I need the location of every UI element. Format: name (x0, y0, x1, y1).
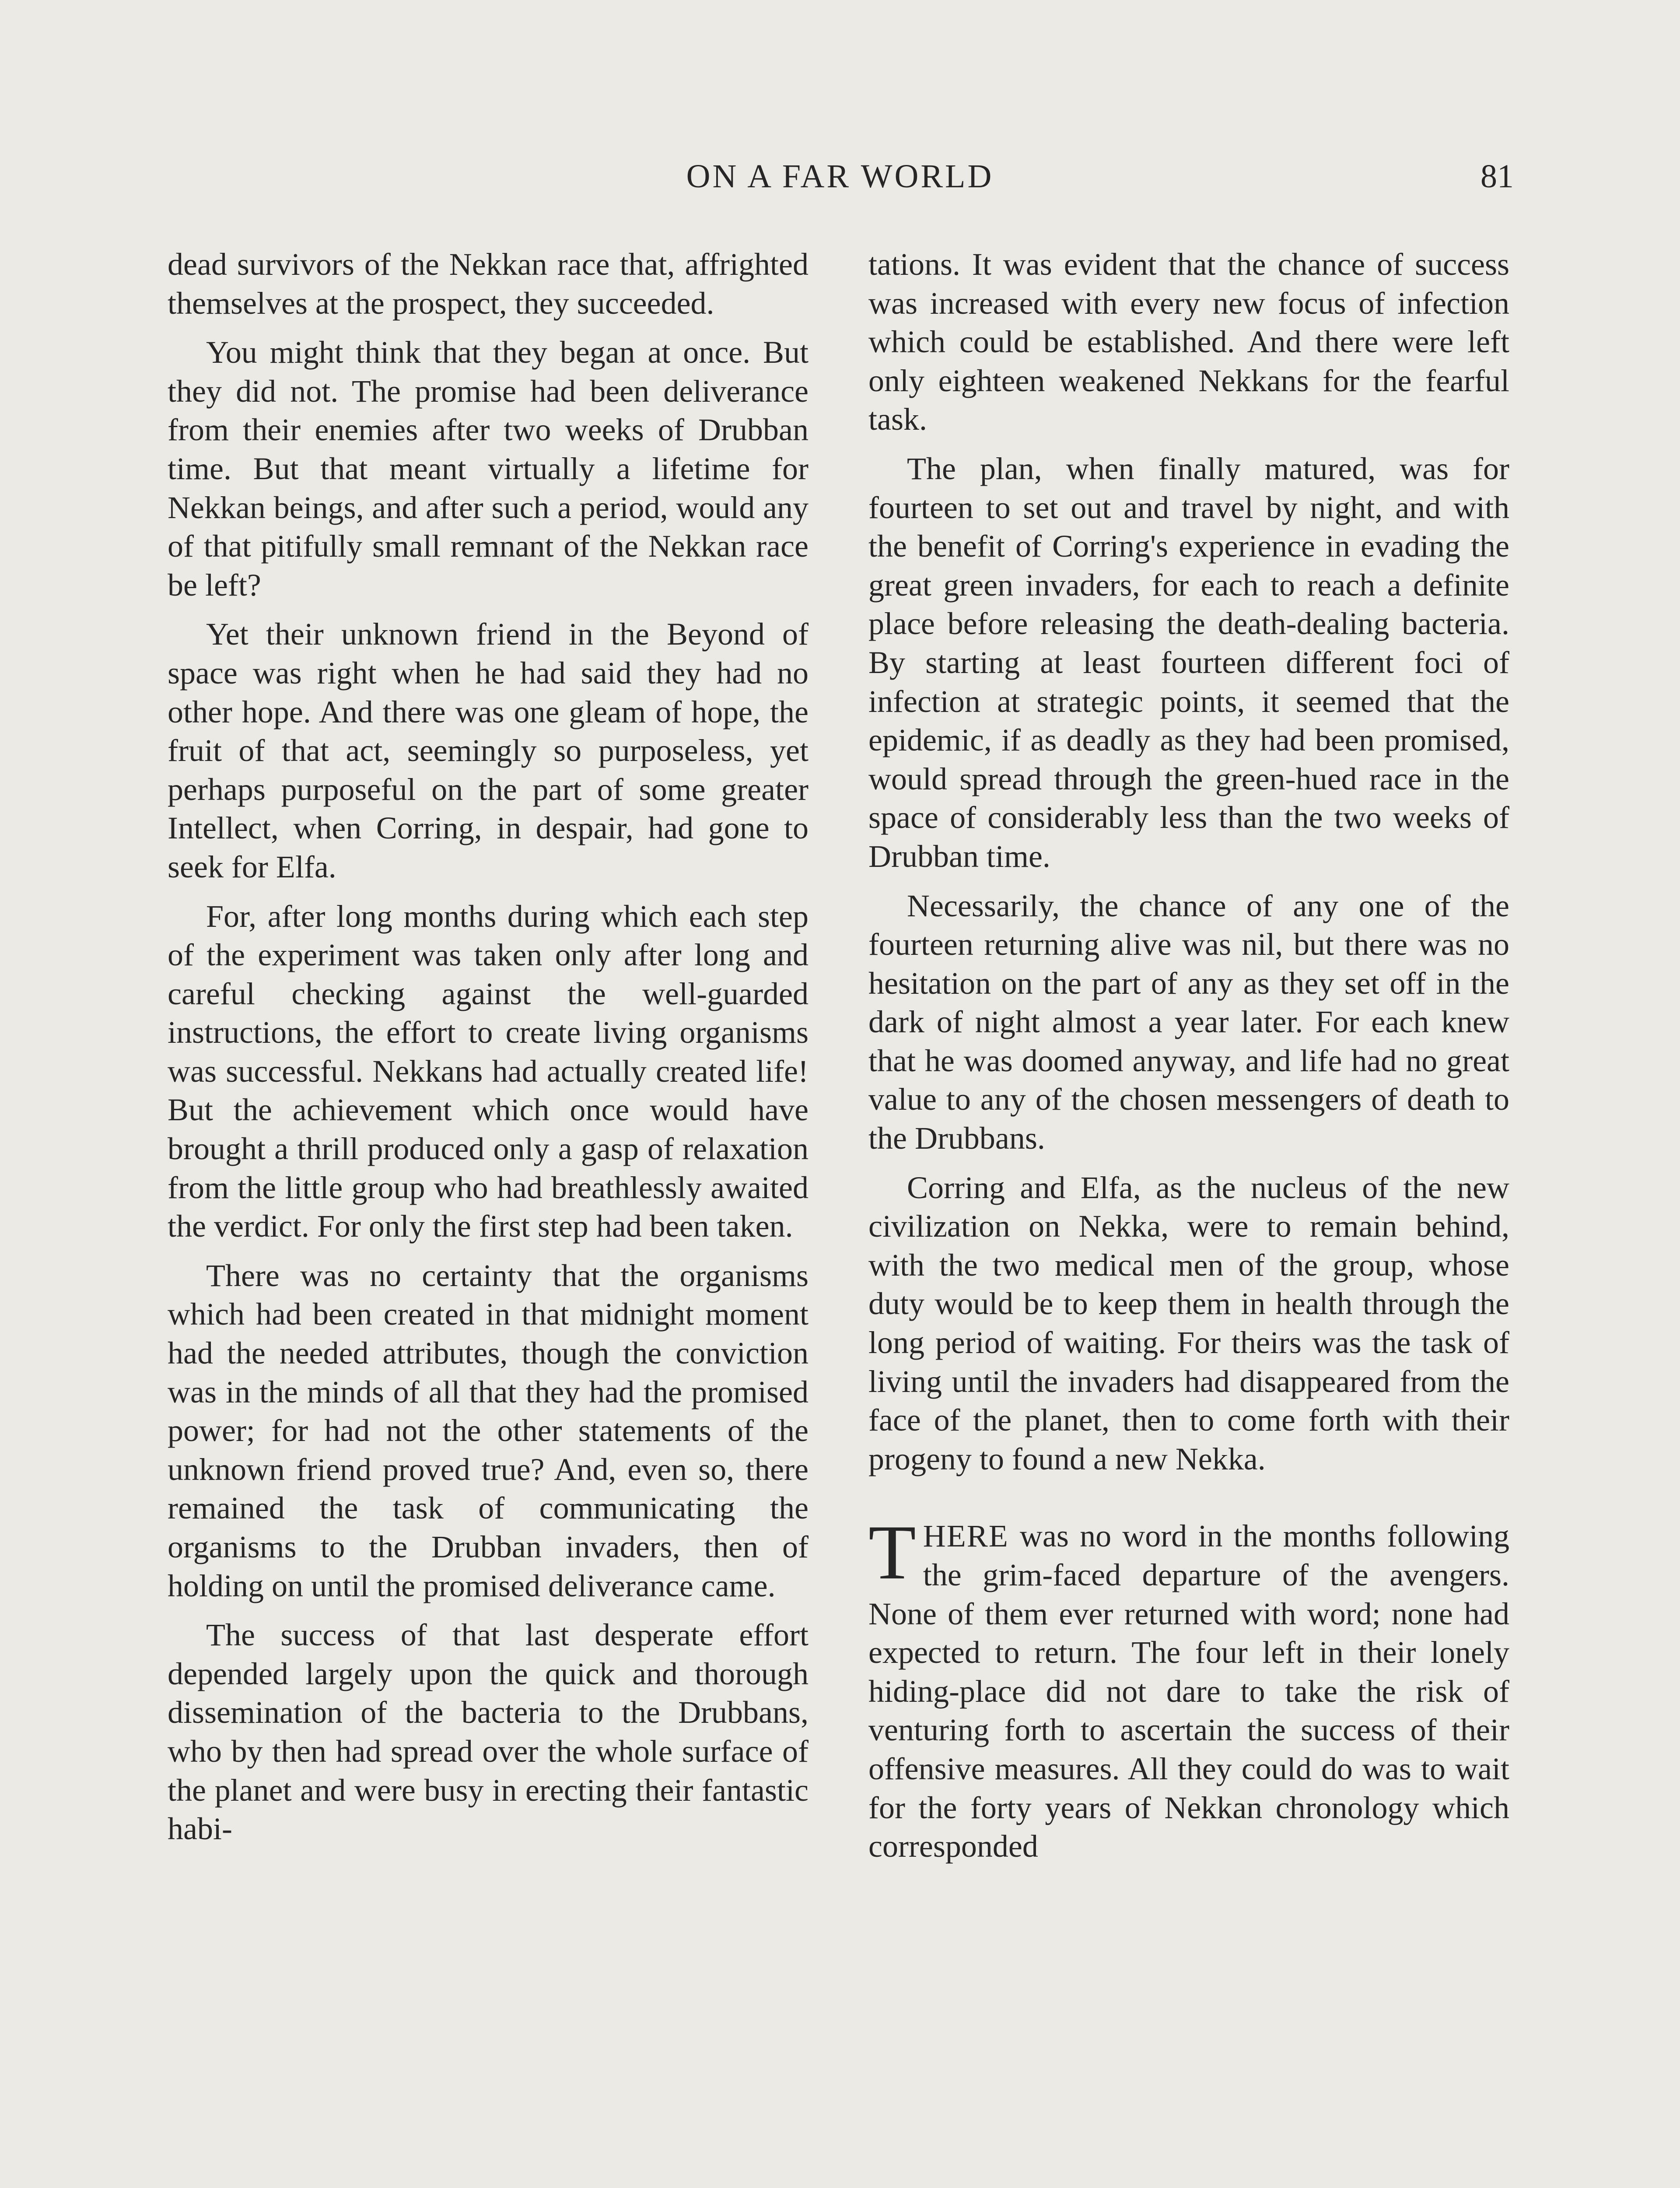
paragraph: The success of that last desperate effort depended largely upon the quick and thorough dissemination of the bacteria to the Drubbans, who by then had spread over the whole surface of the planet and were busy in erecting their fantastic habi- (168, 1617, 808, 1847)
small-caps-lead: HERE (923, 1518, 1009, 1554)
paragraph: Corring and Elfa, as the nucleus of the new civilization on Nekka, were to remain behind, with the two medical men of the group, whose duty would be to keep them in health through the long period of waiting. For theirs was the task of living until the invaders had disappeared from the face of the planet, then to come forth with their progeny to found a new Nekka. (868, 1170, 1509, 1476)
paragraph: The plan, when finally matured, was for fourteen to set out and travel by night, and with the benefit of Corring's experience in evading the great green invaders, for each to reach a definite place before releasing the death-dealing bacteria. By starting at least fourteen different foci of infection at strategic points, it seemed that the epidemic, if as deadly as they had been promised, would spread through the green-hued race in the space of considerably less than the two weeks of Drubban time. (868, 451, 1509, 874)
page-number: 81 (1480, 158, 1514, 195)
left-column (168, 245, 808, 1859)
running-head (166, 157, 1514, 205)
paragraph: Yet their unknown friend in the Beyond of space was right when he had said they had no other hope. And there was one gleam of hope, the fruit of that act, seemingly so purposeless, yet perhaps purposeful on the part of some greater Intellect, when Corring, in despair, had gone to seek for Elfa. (168, 617, 808, 884)
drop-cap: T (868, 1509, 916, 1596)
section-opening-text: was no word in the months following the grim-faced departure of the avengers. None of them ever returned with word; none had expected to return. The four left in their lonely hiding-place did not dare to take the risk of venturing forth to ascertain the success of their offensive measures. All they could do was to wait for the forty years of Nekkan chronology which corresponded (868, 1518, 1509, 1864)
paragraph: You might think that they began at once. But they did not. The promise had been deliverance from their enemies after two weeks of Drubban time. But that meant virtually a lifetime for Nekkan beings, and after such a period, would any of that pitifully small remnant of the Nekkan race be left? (168, 335, 808, 603)
running-title: ON A FAR WORLD (686, 158, 994, 195)
paragraph: Necessarily, the chance of any one of the fourteen returning alive was nil, but there was no hesitation on the part of any as they set off in the dark of night almost a year later. For each knew that he was doomed anyway, and life had no great value to any of the chosen messengers of death to the Drubbans. (868, 888, 1509, 1156)
paragraph: There was no certainty that the organisms which had been created in that midnight moment had the needed attributes, though the conviction was in the minds of all that they had the promised power; for had not the other statements of the unknown friend proved true? And, even so, there remained the task of communicating the organisms to the Drubban invaders, then of holding on until the promised deliverance came. (168, 1258, 808, 1603)
paragraph: tations. It was evident that the chance of success was increased with every new focus of infection which could be established. And there were left only eighteen weakened Nekkans for the fearful task. (868, 247, 1509, 437)
right-column (868, 245, 1509, 1876)
paragraph: For, after long months during which each step of the experiment was taken only after long and careful checking against the well-guarded instructions, the effort to create living organisms was successful. Nekkans had actually created life! But the achievement which once would have brought a thrill produced only a gasp of relaxation from the little group who had breathlessly awaited the verdict. For only the first step had been taken. (168, 898, 808, 1244)
section-opening-paragraph (868, 1509, 1509, 1865)
paragraph: dead survivors of the Nekkan race that, affrighted themselves at the prospect, they succeeded. (168, 247, 808, 321)
